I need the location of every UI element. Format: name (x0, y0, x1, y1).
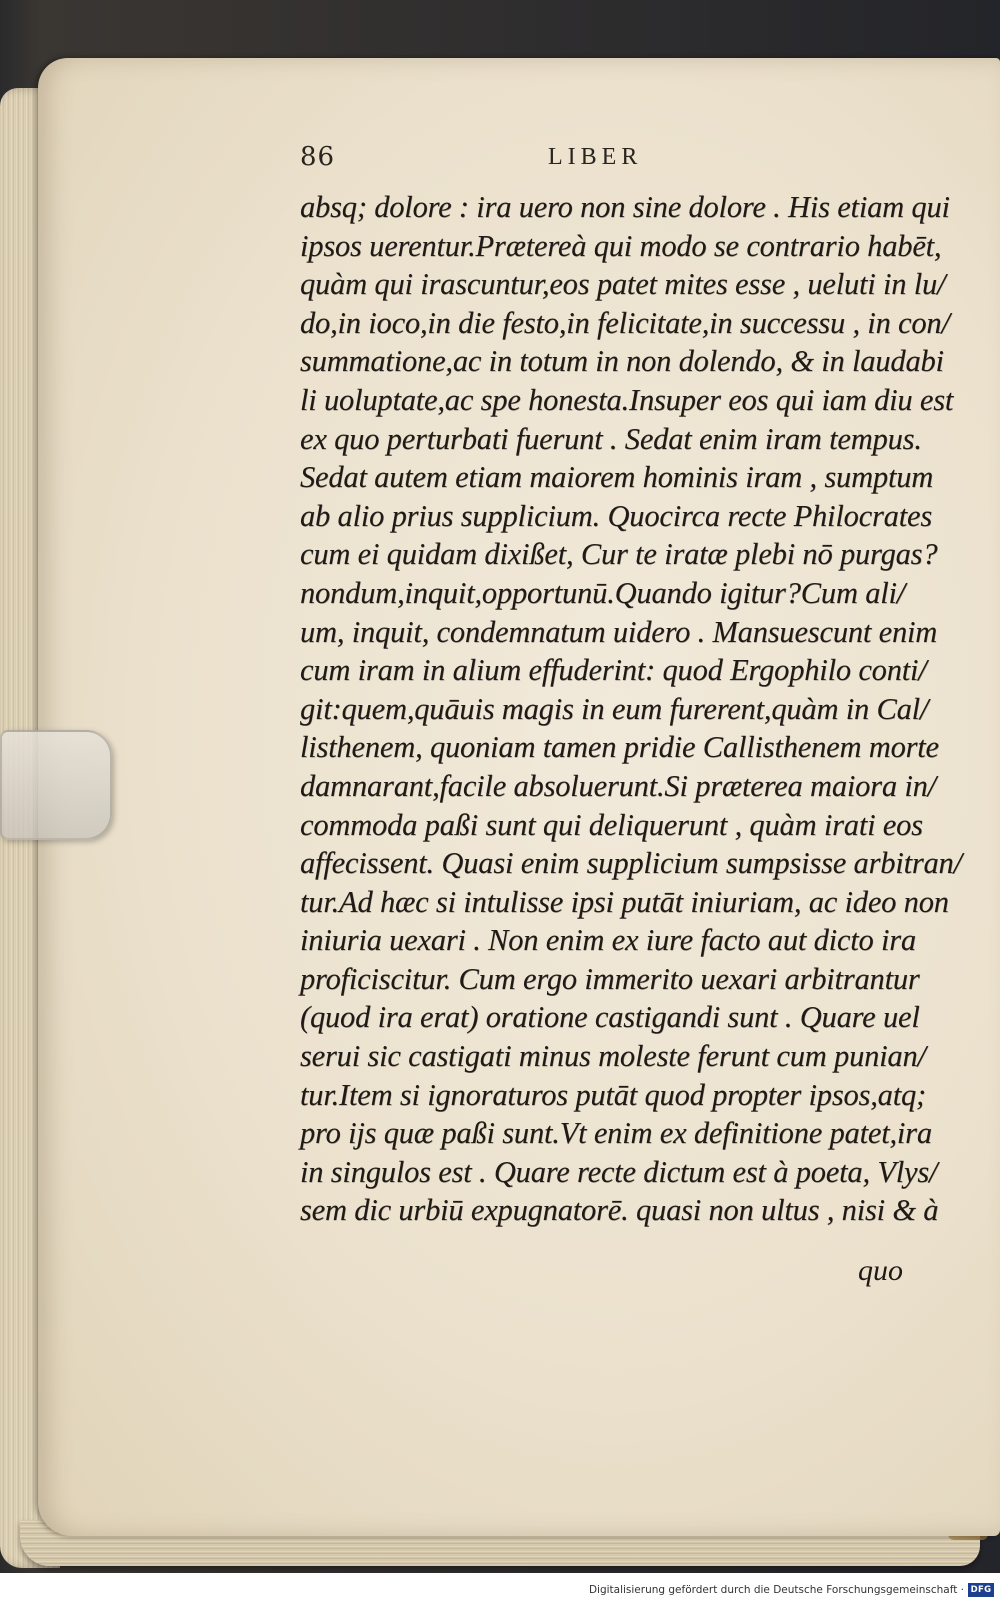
text-line: damnarant,facile absoluerunt.Si præterea maiora in/ (300, 768, 936, 803)
running-head (300, 142, 920, 178)
text-line: ex quo perturbati fuerunt . Sedat enim iram tempus. (300, 421, 922, 456)
text-line: pro ijs quæ paßi sunt.Vt enim ex definitione patet,ira (300, 1116, 932, 1151)
text-line: affecissent. Quasi enim supplicium sumpsisse arbitran/ (300, 846, 962, 881)
page-clip (0, 730, 112, 840)
text-line: Sedat autem etiam maiorem hominis iram , sumptum (300, 460, 934, 495)
catchword: quo (858, 1254, 903, 1287)
text-line: ab alio prius supplicium. Quocirca recte Philocrates (300, 498, 932, 533)
text-line: commoda paßi sunt qui deliquerunt , quàm irati eos (300, 807, 923, 842)
text-line: tur.Item si ignoraturos putāt quod propter ipsos,atq; (300, 1077, 926, 1112)
text-line: ipsos uerentur.Prætereà qui modo se contrario habēt, (300, 228, 942, 263)
text-line: do,in ioco,in die festo,in felicitate,in successu , in con/ (300, 305, 950, 340)
funding-credit: Digitalisierung gefördert durch die Deutsche Forschungsgemeinschaft · (588, 1584, 964, 1596)
text-line: absq; dolore : ira uero non sine dolore . His etiam qui (300, 190, 950, 224)
dfg-logo: DFG (968, 1583, 994, 1597)
page-number: 86 (300, 142, 336, 172)
text-line: (quod ira erat) oratione castigandi sunt . Quare uel (300, 1000, 920, 1035)
text-line: li uoluptate,ac spe honesta.Insuper eos qui iam diu est (300, 382, 954, 417)
text-line: cum iram in alium effuderint: quod Ergophilo conti/ (300, 653, 927, 688)
running-title: LIBER (548, 144, 643, 170)
text-line: quàm qui irascuntur,eos patet mites esse , ueluti in lu/ (300, 267, 946, 302)
text-line: summatione,ac in totum in non dolendo, & in laudabi (300, 344, 944, 379)
text-line: iniuria uexari . Non enim ex iure facto aut dicto ira (300, 923, 916, 958)
text-line: cum ei quidam dixißet, Cur te iratæ plebi nō purgas? (300, 537, 938, 572)
text-line: sem dic urbiū expugnatorē. quasi non ultus , nisi & à (300, 1193, 939, 1228)
text-line: listhenem, quoniam tamen pridie Callisthenem morte (300, 730, 939, 765)
text-line: tur.Ad hæc si intulisse ipsi putāt iniuriam, ac ideo non (300, 884, 949, 919)
text-line: um, inquit, condemnatum uidero . Mansuescunt enim (300, 614, 938, 649)
text-line: serui sic castigati minus moleste ferunt cum punian/ (300, 1039, 926, 1074)
text-block (300, 188, 962, 1230)
text-line: git:quem,quāuis magis in eum furerent,quàm in Cal/ (300, 691, 929, 726)
text-line: in singulos est . Quare recte dictum est à poeta, Vlys/ (300, 1154, 938, 1189)
text-line: nondum,inquit,opportunū.Quando igitur?Cum ali/ (300, 575, 906, 610)
footer-bar (0, 1573, 1000, 1603)
text-line: proficiscitur. Cum ergo immerito uexari arbitrantur (300, 961, 920, 996)
